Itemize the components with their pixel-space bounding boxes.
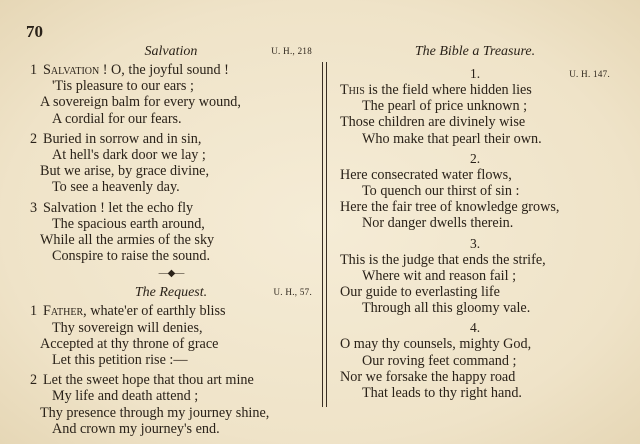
verse-line: To quench our thirst of sin : (362, 183, 520, 200)
stanza-number: 1. (469, 66, 481, 81)
stanza-number: 2. (469, 150, 481, 166)
verse-line: While all the armies of the sky (40, 232, 215, 249)
stanza-number: 1 (30, 303, 38, 320)
verse-line: Here consecrated water flows, (340, 166, 512, 183)
ornament-divider: —◆— (158, 268, 184, 280)
verse-line: O may thy counsels, mighty God, (340, 336, 532, 353)
verse-line: Here the fair tree of knowledge grows, (340, 199, 560, 216)
hymn-reference: U. H. 147. (569, 69, 610, 79)
hymn-reference: U. H., 57. (273, 287, 312, 298)
verse-line: is the field where hidden lies (364, 82, 532, 98)
verse-line: Where wit and reason fail ; (362, 267, 517, 284)
verse-line: Nor danger dwells therein. (362, 215, 514, 232)
verse-line: Thy sovereign will denies, (52, 319, 203, 336)
verse-line: The pearl of price unknown ; (362, 98, 528, 115)
stanza-number: 2 (30, 372, 38, 389)
verse-line: To see a heavenly day. (52, 179, 180, 196)
verse-line: Our roving feet command ; (362, 352, 517, 369)
verse-line: This is the judge that ends the strife, (340, 251, 546, 268)
right-column (340, 44, 610, 405)
stanza-2 (30, 372, 312, 437)
stanza-2 (340, 167, 610, 232)
hymn-title: Salvation (144, 44, 198, 59)
verse-line: The spacious earth around, (52, 215, 205, 232)
verse-line: Salvation ! let the echo fly (43, 199, 194, 216)
stanza-number: 2 (30, 130, 38, 147)
verse-line: Conspire to raise the sound. (52, 248, 211, 265)
verse-line: Who make that pearl their own. (362, 130, 542, 147)
hymn-reference: U. H., 218 (271, 46, 312, 56)
verse-line: But we arise, by grace divine, (40, 163, 210, 180)
verse-line: Buried in sorrow and in sin, (43, 130, 202, 147)
verse-line: A cordial for our fears. (52, 110, 182, 127)
verse-line: Our guide to everlasting life (340, 284, 500, 301)
first-word: Salvation (43, 62, 100, 78)
column-divider (322, 62, 327, 407)
verse-line: , whate'er of earthly bliss (83, 303, 226, 320)
page-number: 70 (26, 22, 43, 41)
first-word: This (340, 82, 365, 98)
stanza-3 (340, 252, 610, 317)
hymn-title: The Request. (134, 285, 208, 301)
hymn-header-request (30, 285, 312, 303)
hymn-header-bible-treasure (340, 44, 610, 66)
verse-line: That leads to thy right hand. (362, 385, 522, 402)
hymn-title: The Bible a Treasure. (414, 44, 536, 59)
stanza-header (340, 66, 610, 82)
stanza-4 (340, 336, 610, 401)
stanza-2 (30, 131, 312, 196)
verse-line: A sovereign balm for every wound, (40, 94, 241, 111)
verse-line: Let this petition rise :— (52, 352, 188, 369)
verse-line: And crown my journey's end. (52, 420, 220, 437)
stanza-number: 3. (469, 235, 481, 251)
verse-line: Let the sweet hope that thou art mine (43, 372, 254, 389)
hymn-header-salvation (30, 44, 312, 62)
stanza-number: 3 (30, 199, 38, 216)
verse-line: ! O, the joyful sound ! (102, 62, 229, 78)
stanza-3 (30, 200, 312, 265)
stanza-1 (30, 62, 312, 127)
stanza-1 (30, 303, 312, 368)
left-column (30, 44, 312, 441)
stanza-number: 4. (469, 320, 481, 336)
stanza-number: 1 (30, 62, 38, 78)
first-word: Father (43, 303, 84, 320)
verse-line: Those children are divinely wise (340, 114, 526, 131)
verse-line: Nor we forsake the happy road (340, 368, 516, 385)
verse-line: Through all this gloomy vale. (362, 300, 531, 317)
verse-line: My life and death attend ; (52, 388, 199, 405)
verse-line: Accepted at thy throne of grace (40, 335, 219, 352)
verse-line: 'Tis pleasure to our ears ; (52, 78, 194, 95)
verse-line: Thy presence through my journey shine, (40, 404, 270, 421)
verse-line: At hell's dark door we lay ; (52, 147, 206, 164)
stanza-1 (340, 82, 610, 147)
